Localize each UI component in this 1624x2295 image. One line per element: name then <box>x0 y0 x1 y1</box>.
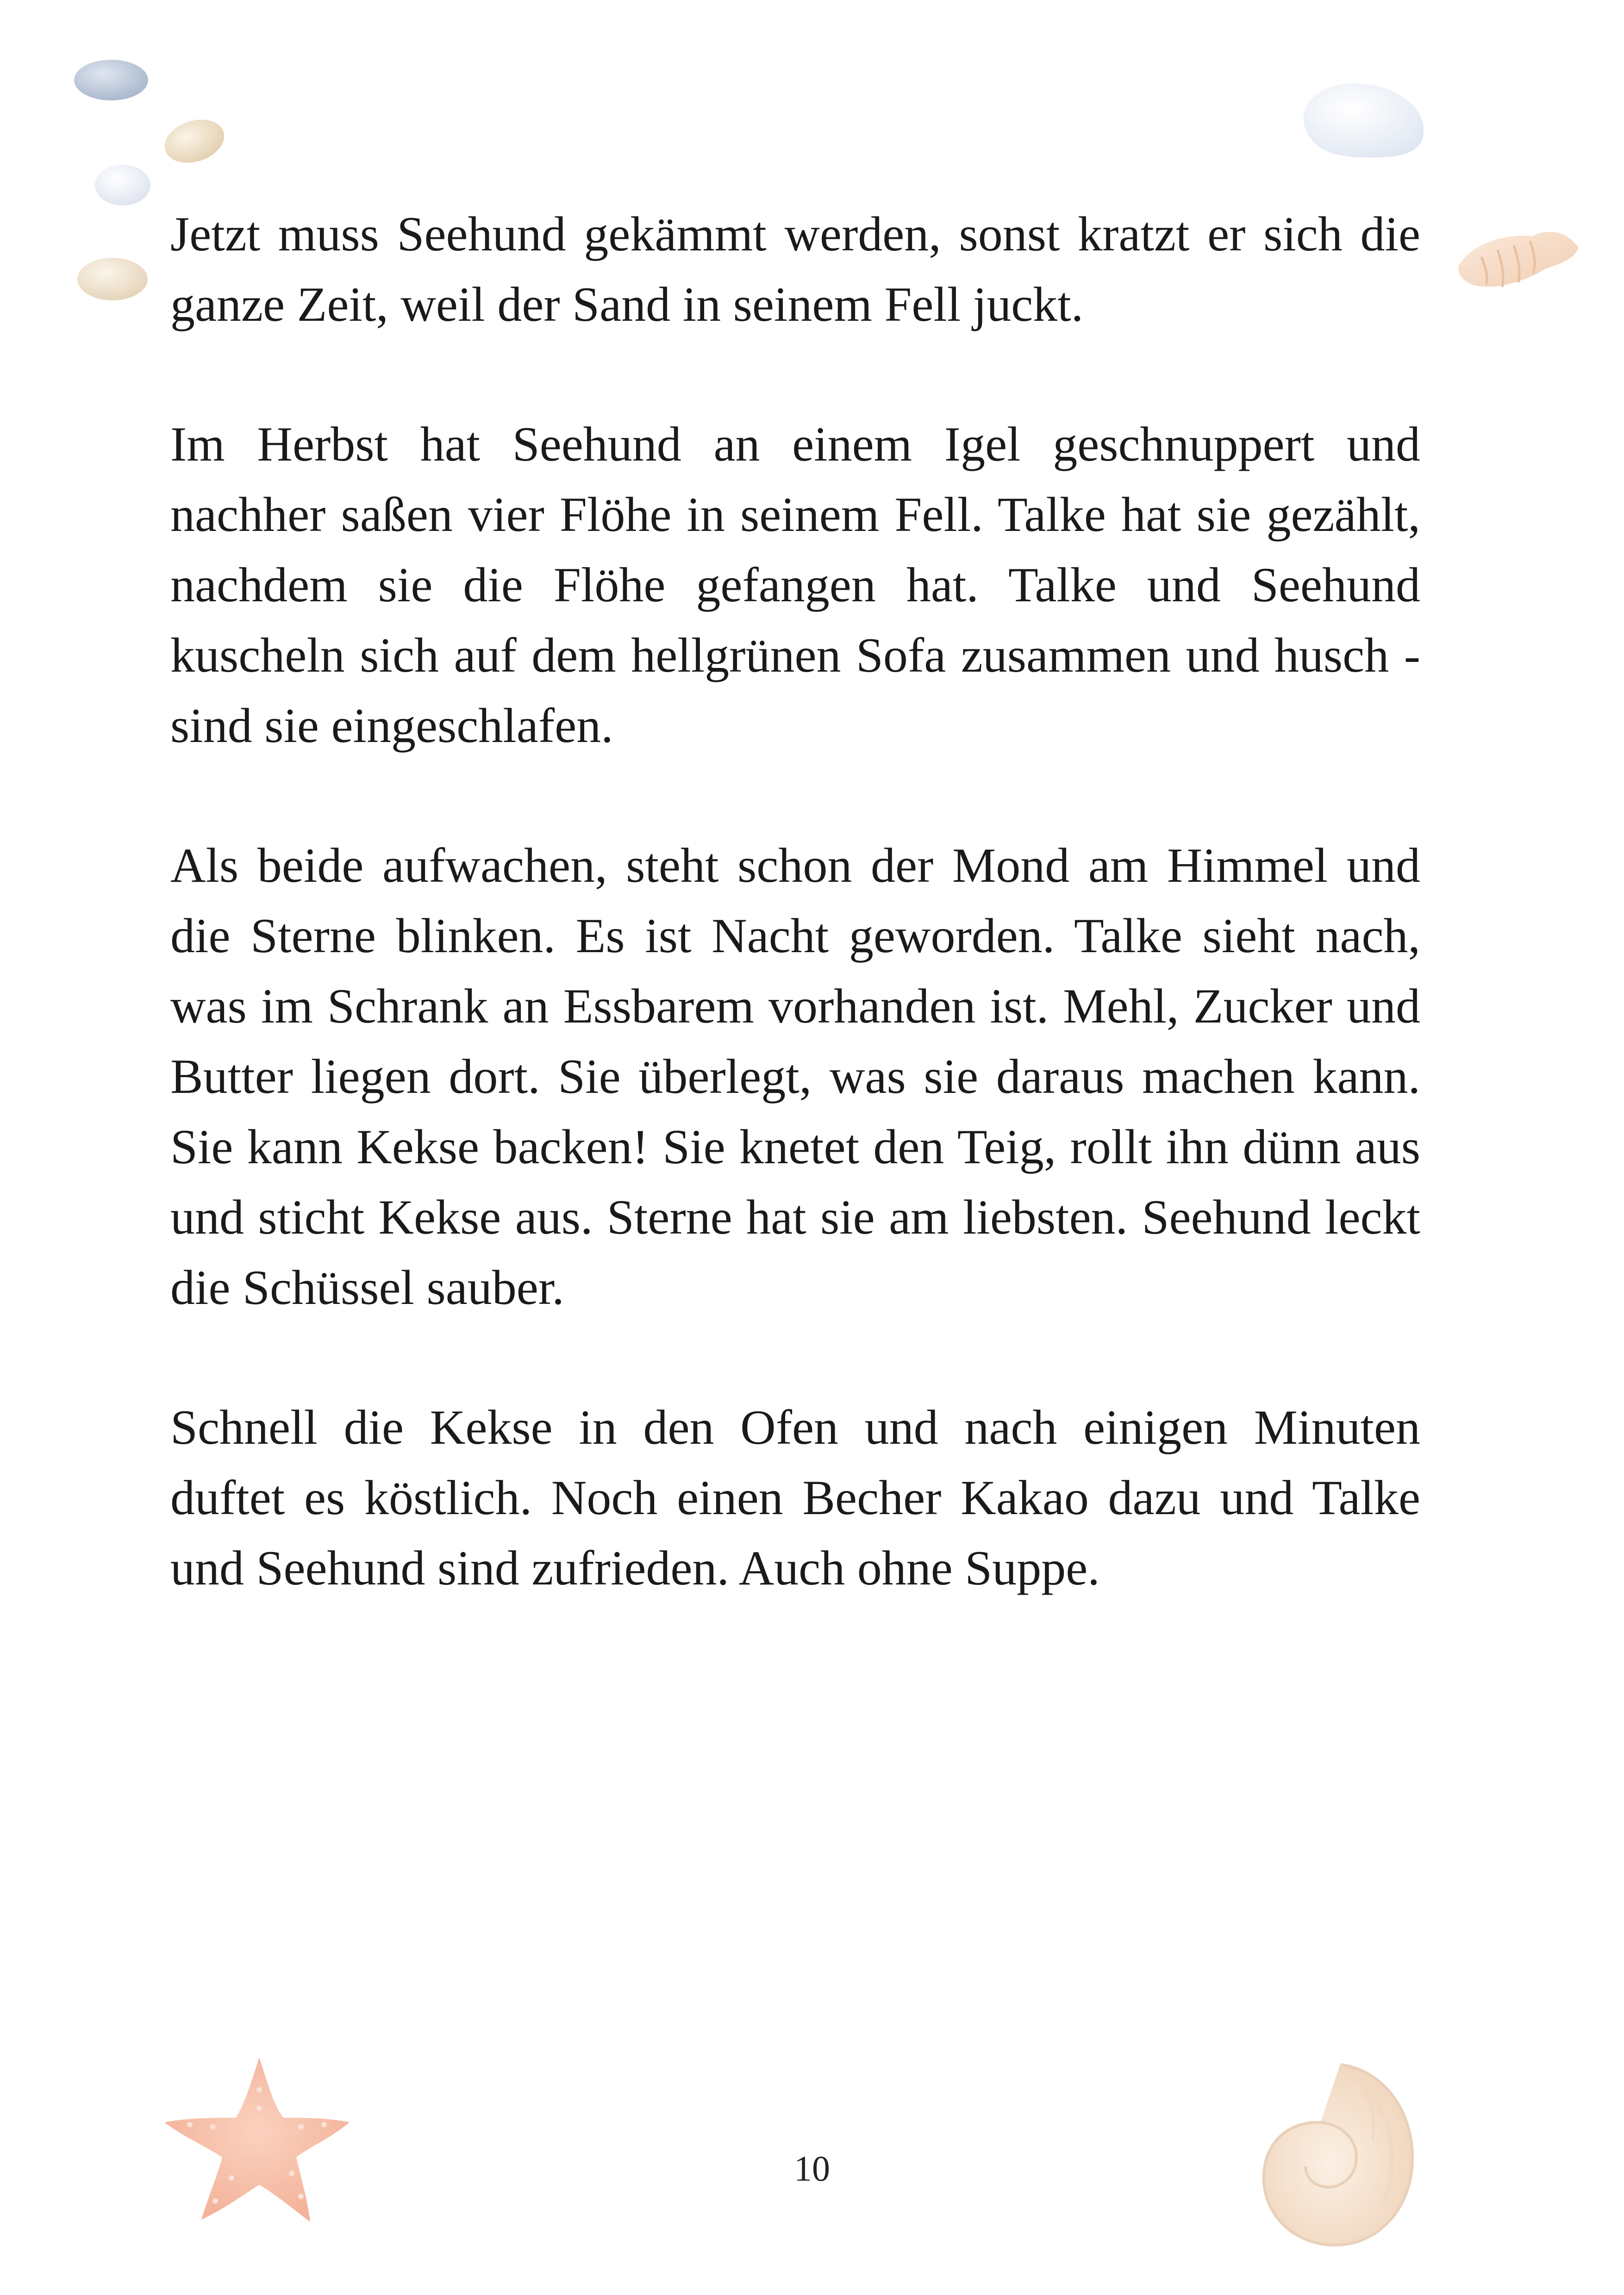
paragraph-3: Als beide aufwachen, steht schon der Mond am Himmel und die Sterne blinken. Es ist Nacht geworden. Talke sieht nach, was im Schrank an Essbarem vorhanden ist. Mehl, Zucker und Butter liegen dort. Sie überlegt, was sie daraus machen kann. Sie kann Kekse backen! Sie knetet den Teig, rollt ihn dünn aus und sticht Kekse aus. Sterne hat sie am liebsten. Seehund leckt die Schüssel sauber. <box>170 838 1420 1315</box>
pebble-icon <box>160 116 229 167</box>
pebble-icon <box>90 162 155 208</box>
pebble-icon <box>73 254 152 305</box>
starfish-icon <box>162 2053 352 2224</box>
page-number: 10 <box>794 2148 830 2189</box>
pebble-icon <box>69 55 153 106</box>
story-text <box>170 199 1420 1673</box>
paragraph-4: Schnell die Kekse in den Ofen und nach einigen Minuten duftet es köstlich. Noch einen Becher Kakao dazu und Talke und Seehund sind zufrieden. Auch ohne Suppe. <box>170 1400 1420 1595</box>
pebble-icon <box>1292 78 1430 163</box>
paragraph-1: Jetzt muss Seehund gekämmt werden, sonst kratzt er sich die ganze Zeit, weil der Sand in seinem Fell juckt. <box>170 207 1420 331</box>
seashell-icon <box>1454 215 1583 303</box>
paragraph-2: Im Herbst hat Seehund an einem Igel geschnuppert und nachher saßen vier Flöhe in seinem Fell. Talke hat sie gezählt, nachdem sie die Flöhe gefangen hat. Talke und Seehund kuscheln sich auf dem hellgrünen Sofa zusammen und husch - sind sie eingeschlafen. <box>170 417 1420 753</box>
